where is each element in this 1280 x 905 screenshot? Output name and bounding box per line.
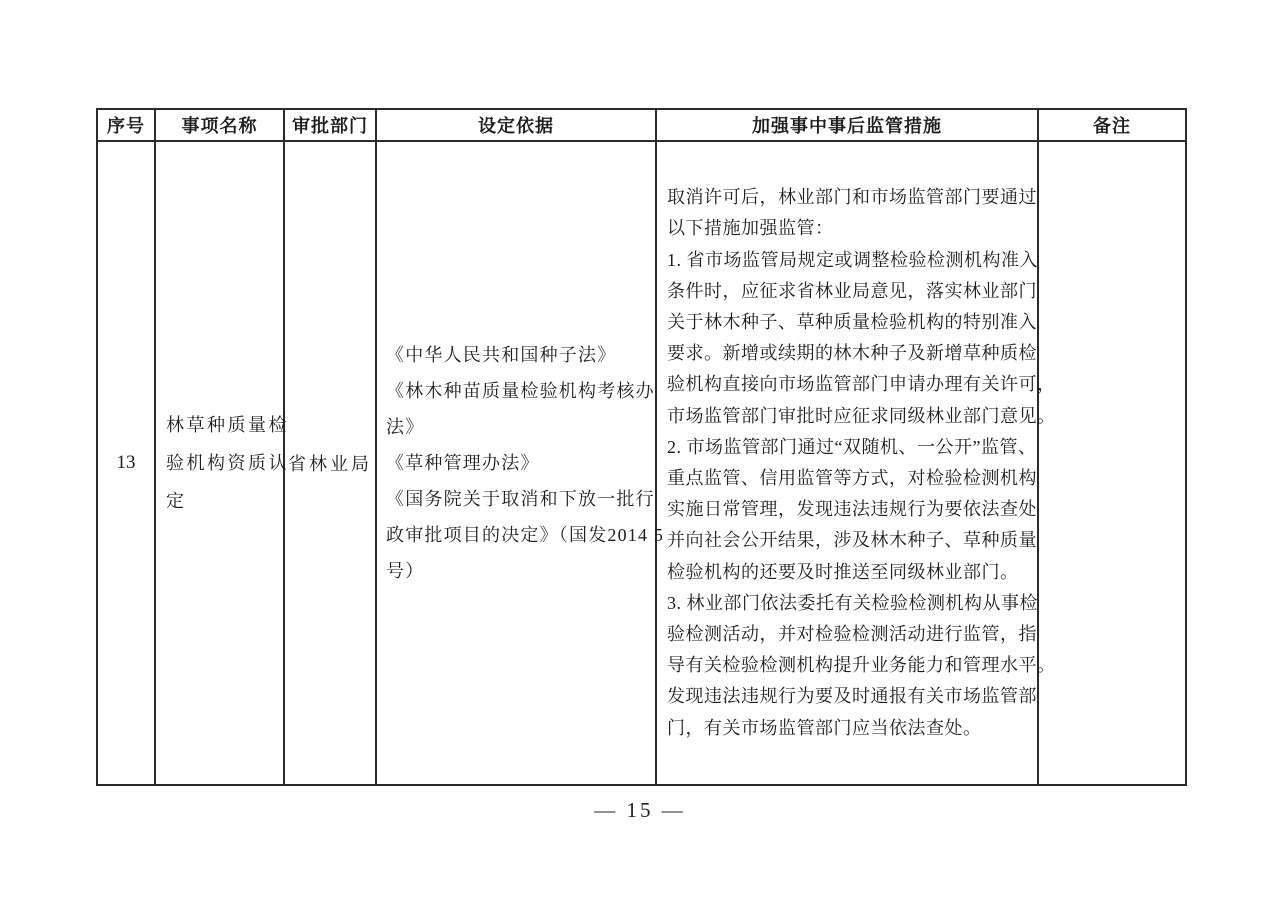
text-line: 发现违法违规行为要及时通报有关市场监管部 bbox=[667, 686, 1037, 707]
text-line: 并向社会公开结果，涉及林木种子、草种质量 bbox=[667, 530, 1037, 551]
approval-dept-cell: 省林业局 bbox=[284, 141, 376, 785]
page-number: — 15 — bbox=[594, 798, 686, 822]
text-line: 2. 市场监管部门通过“双随机、一公开”监管、 bbox=[667, 436, 1037, 457]
text-line: 1. 省市场监管局规定或调整检验检测机构准入 bbox=[667, 249, 1038, 270]
text-line: 《草种管理办法》 bbox=[386, 453, 540, 473]
header-col-basis: 设定依据 bbox=[376, 109, 656, 141]
text-line: 以下措施加强监管： bbox=[667, 218, 834, 239]
header-col-item-name: 事项名称 bbox=[155, 109, 284, 141]
serial-number-cell: 13 bbox=[97, 141, 155, 785]
text-line: 验机构资质认 bbox=[166, 453, 289, 473]
supervision-measures-cell bbox=[656, 141, 1056, 785]
approval-items-table bbox=[96, 108, 1187, 786]
text-line: 检验机构的还要及时推送至同级林业部门。 bbox=[667, 561, 1019, 582]
text-line: 政审批项目的决定》（国发2014 5 bbox=[386, 525, 665, 545]
text-line: 重点监管、信用监管等方式，对检验检测机构 bbox=[667, 468, 1037, 488]
legal-basis-cell bbox=[376, 141, 665, 785]
remarks-cell bbox=[1038, 141, 1186, 785]
table-header-row bbox=[97, 109, 1186, 141]
text-line: 实施日常管理，发现违法违规行为要依法查处 bbox=[667, 499, 1037, 520]
text-line: 验检测活动，并对检验检测活动进行监管，指 bbox=[667, 624, 1037, 645]
header-col-remarks: 备注 bbox=[1038, 109, 1186, 141]
text-line: 林草种质量检 bbox=[166, 415, 289, 435]
text-line: 要求。新增或续期的林木种子及新增草种质检 bbox=[667, 343, 1037, 364]
text-line: 市场监管部门审批时应征求同级林业部门意见。 bbox=[667, 405, 1056, 426]
table-row bbox=[97, 141, 1186, 785]
text-line: 号） bbox=[386, 561, 425, 581]
text-line: 法》 bbox=[386, 417, 425, 437]
text-line: 《中华人民共和国种子法》 bbox=[386, 345, 617, 365]
text-line: 条件时，应征求省林业局意见，落实林业部门 bbox=[667, 280, 1037, 301]
text-line: 《林木种苗质量检验机构考核办 bbox=[386, 381, 655, 401]
item-name-cell bbox=[155, 141, 289, 785]
text-line: 关于林木种子、草种质量检验机构的特别准入 bbox=[667, 311, 1037, 332]
header-col-approval-dept: 审批部门 bbox=[284, 109, 376, 141]
text-line: 《国务院关于取消和下放一批行 bbox=[386, 489, 655, 509]
text-line: 验机构直接向市场监管部门申请办理有关许可， bbox=[667, 374, 1056, 395]
header-col-serial: 序号 bbox=[97, 109, 155, 141]
text-line: 定 bbox=[166, 491, 187, 511]
text-line: 取消许可后，林业部门和市场监管部门要通过 bbox=[667, 187, 1037, 208]
text-line: 导有关检验检测机构提升业务能力和管理水平。 bbox=[667, 655, 1056, 676]
text-line: 3. 林业部门依法委托有关检验检测机构从事检 bbox=[667, 592, 1038, 613]
header-col-measures: 加强事中事后监管措施 bbox=[656, 109, 1038, 141]
text-line: 门，有关市场监管部门应当依法查处。 bbox=[667, 717, 982, 738]
